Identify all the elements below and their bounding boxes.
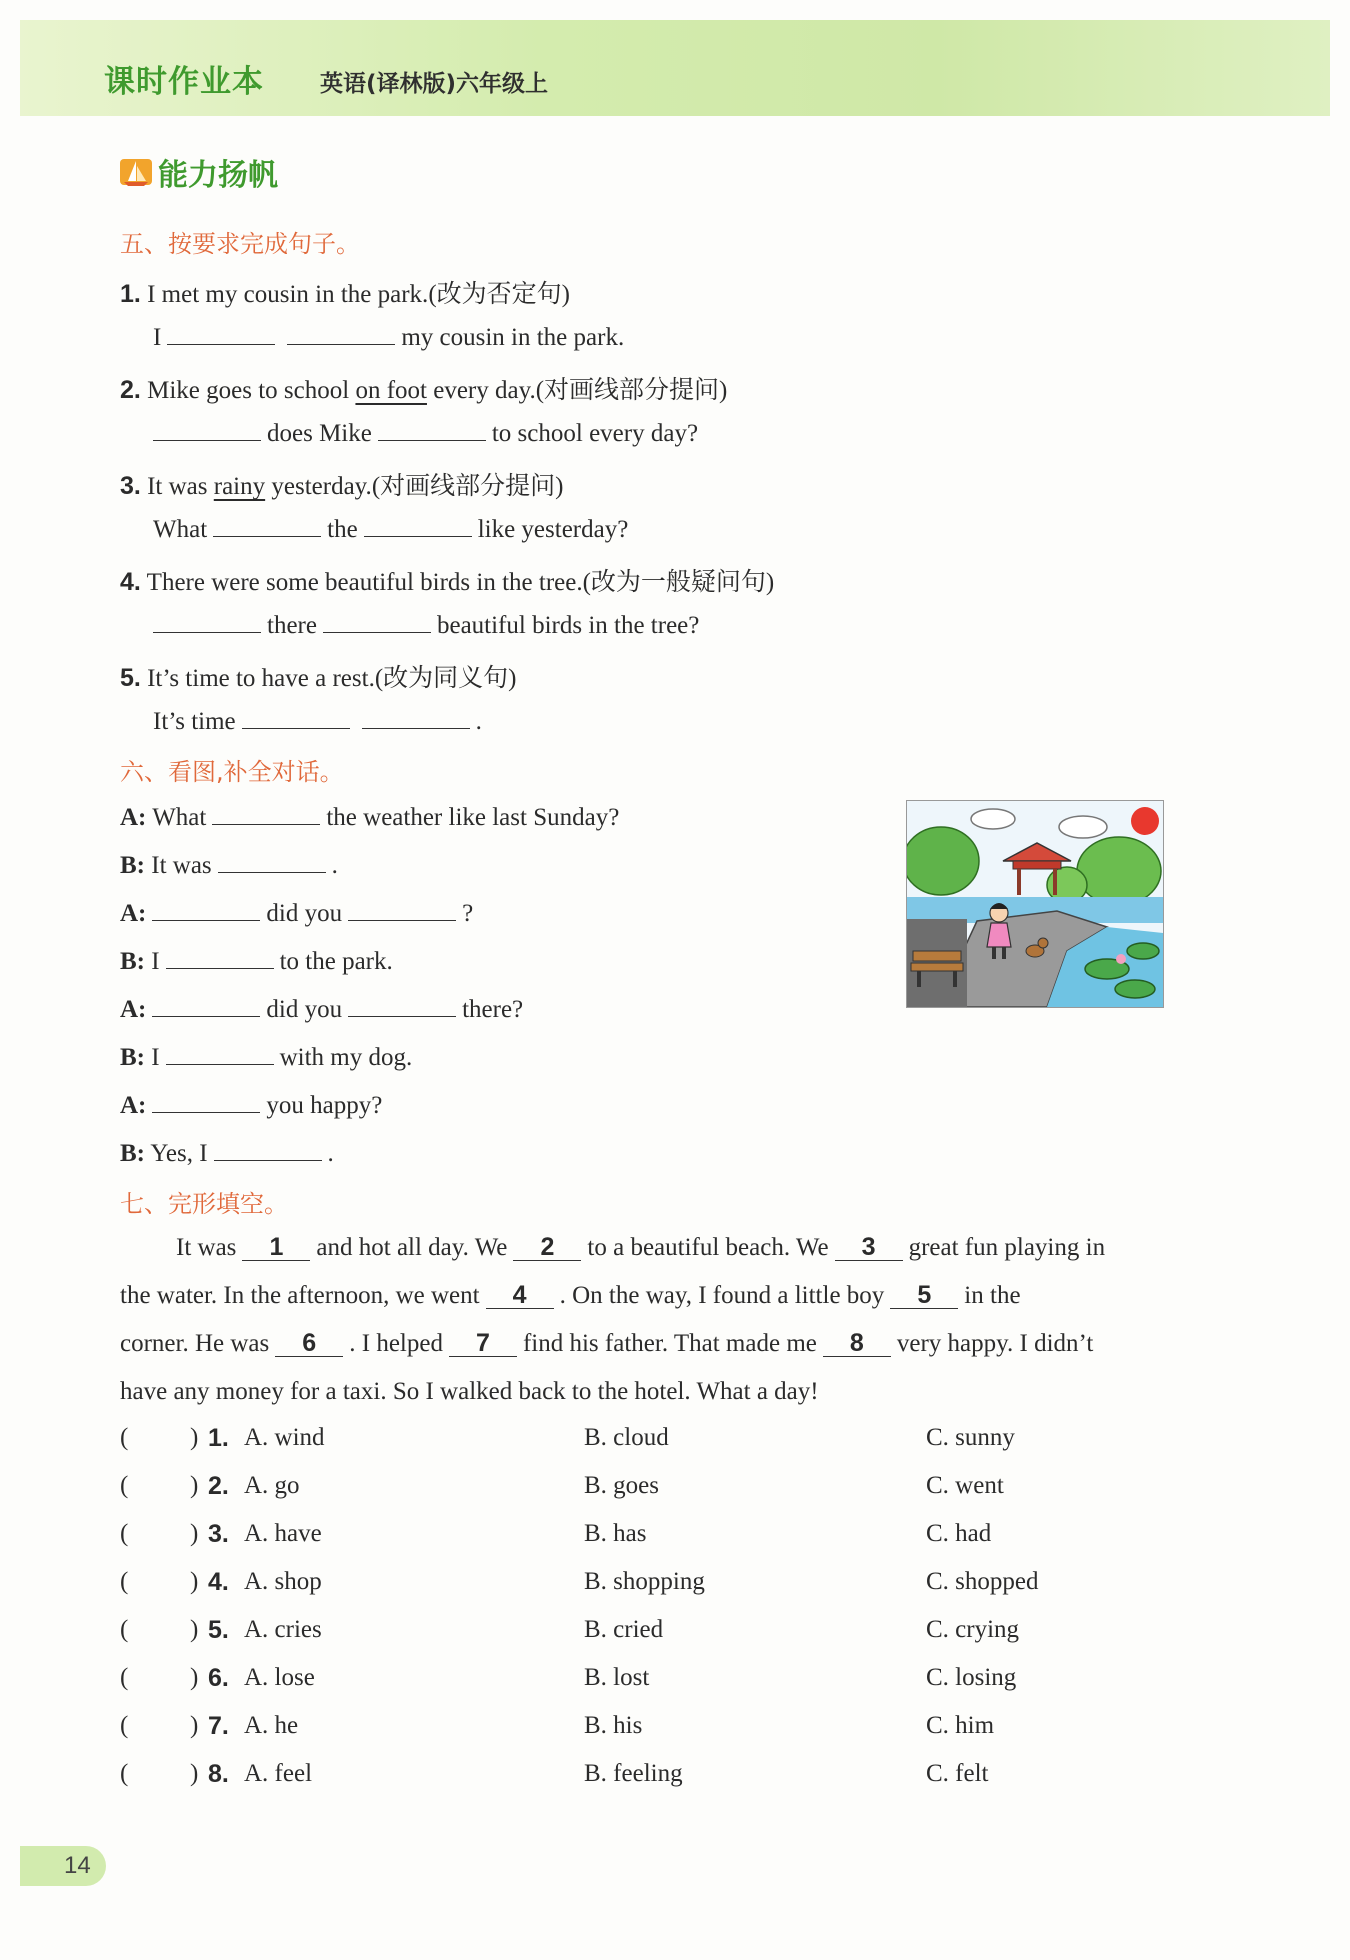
answer-blank[interactable]	[348, 994, 456, 1017]
book-brand: 课时作业本	[104, 64, 264, 100]
answer-paren-open[interactable]: (	[120, 1664, 129, 1691]
answer-blank[interactable]	[323, 610, 431, 633]
answer-paren-close[interactable]: )	[190, 1520, 199, 1547]
answer-paren-close[interactable]: )	[190, 1760, 199, 1787]
question-number: 4.	[208, 1568, 229, 1596]
dialog-line: B: Yes, I .	[120, 1140, 334, 1167]
part7-heading: 七、完形填空。	[120, 1190, 288, 1218]
answer-blank[interactable]	[167, 322, 275, 345]
answer-paren-open[interactable]: (	[120, 1472, 129, 1499]
answer-paren-open[interactable]: (	[120, 1760, 129, 1787]
option-a[interactable]: A. lose	[244, 1664, 315, 1691]
option-a[interactable]: A. have	[244, 1520, 322, 1547]
option-a[interactable]: A. go	[244, 1472, 300, 1499]
park-illustration	[906, 800, 1164, 1008]
option-b[interactable]: B. cloud	[584, 1424, 669, 1451]
answer-blank[interactable]	[153, 418, 261, 441]
book-subtitle: 英语(译林版)六年级上	[320, 71, 549, 97]
dialog-line: A: did you there?	[120, 996, 524, 1023]
part5-heading: 五、按要求完成句子。	[120, 230, 360, 258]
answer-paren-close[interactable]: )	[190, 1568, 199, 1595]
option-c[interactable]: C. crying	[926, 1616, 1020, 1643]
option-a[interactable]: A. cries	[244, 1616, 322, 1643]
answer-blank[interactable]	[348, 898, 456, 921]
answer-paren-open[interactable]: (	[120, 1616, 129, 1643]
option-a[interactable]: A. wind	[244, 1424, 325, 1451]
option-b[interactable]: B. shopping	[584, 1568, 705, 1595]
option-a[interactable]: A. he	[244, 1712, 299, 1739]
answer-paren-open[interactable]: (	[120, 1424, 129, 1451]
dialog-line: A: What the weather like last Sunday?	[120, 804, 620, 831]
answer-blank[interactable]	[214, 1138, 322, 1161]
cloze-line: have any money for a taxi. So I walked back to the hotel. What a day!	[120, 1378, 819, 1405]
cloze-blank[interactable]: 7	[449, 1330, 517, 1357]
answer-blank[interactable]	[152, 898, 260, 921]
answer-blank[interactable]	[153, 610, 261, 633]
answer-blank[interactable]	[362, 706, 470, 729]
q5-4-answer: there beautiful birds in the tree?	[147, 610, 699, 640]
section-title: 能力扬帆	[158, 158, 278, 193]
answer-paren-close[interactable]: )	[190, 1424, 199, 1451]
option-a[interactable]: A. feel	[244, 1760, 313, 1787]
question-number: 7.	[208, 1712, 229, 1740]
option-b[interactable]: B. goes	[584, 1472, 659, 1499]
answer-blank[interactable]	[378, 418, 486, 441]
cloze-line: It was 1 and hot all day. We 2 to a beautiful beach. We 3 great fun playing in	[176, 1233, 1106, 1261]
cloze-blank[interactable]: 4	[486, 1282, 554, 1309]
answer-blank[interactable]	[212, 802, 320, 825]
q5-1-question: 1. I met my cousin in the park.(改为否定句)	[120, 280, 570, 308]
answer-blank[interactable]	[364, 514, 472, 537]
dialog-line: A: did you ?	[120, 900, 474, 927]
answer-blank[interactable]	[218, 850, 326, 873]
answer-blank[interactable]	[242, 706, 350, 729]
q5-4-question: 4. There were some beautiful birds in the tree.(改为一般疑问句)	[120, 568, 775, 596]
answer-paren-open[interactable]: (	[120, 1520, 129, 1547]
option-c[interactable]: C. losing	[926, 1664, 1017, 1691]
q5-1-answer: I my cousin in the park.	[153, 324, 625, 351]
option-b[interactable]: B. his	[584, 1712, 643, 1739]
option-b[interactable]: B. has	[584, 1520, 647, 1547]
question-number: 8.	[208, 1760, 229, 1788]
sail-icon	[120, 157, 152, 187]
cloze-blank[interactable]: 2	[513, 1234, 581, 1261]
question-number: 6.	[208, 1664, 229, 1692]
cloze-blank[interactable]: 3	[835, 1234, 903, 1261]
option-b[interactable]: B. feeling	[584, 1760, 683, 1787]
option-c[interactable]: C. went	[926, 1472, 1004, 1499]
question-number: 5.	[208, 1616, 229, 1644]
answer-blank[interactable]	[166, 946, 274, 969]
q5-3-answer: What the like yesterday?	[153, 516, 629, 543]
answer-paren-close[interactable]: )	[190, 1712, 199, 1739]
q5-2-answer: does Mike to school every day?	[147, 418, 698, 448]
cloze-blank[interactable]: 6	[275, 1330, 343, 1357]
option-c[interactable]: C. him	[926, 1712, 995, 1739]
option-c[interactable]: C. had	[926, 1520, 992, 1547]
dialog-line: B: I to the park.	[120, 948, 393, 975]
option-b[interactable]: B. cried	[584, 1616, 664, 1643]
dialog-line: A: you happy?	[120, 1092, 383, 1119]
option-c[interactable]: C. shopped	[926, 1568, 1039, 1595]
cloze-blank[interactable]: 1	[242, 1234, 310, 1261]
question-number: 1.	[208, 1424, 229, 1452]
answer-blank[interactable]	[152, 1090, 260, 1113]
cloze-blank[interactable]: 5	[890, 1282, 958, 1309]
part6-heading: 六、看图,补全对话。	[120, 758, 344, 786]
dialog-line: B: It was .	[120, 852, 338, 879]
option-c[interactable]: C. felt	[926, 1760, 989, 1787]
answer-blank[interactable]	[213, 514, 321, 537]
dialog-line: B: I with my dog.	[120, 1044, 413, 1071]
q5-5-answer: It’s time .	[153, 708, 482, 735]
answer-blank[interactable]	[152, 994, 260, 1017]
q5-5-question: 5. It’s time to have a rest.(改为同义句)	[120, 664, 517, 692]
cloze-blank[interactable]: 8	[823, 1330, 891, 1357]
question-number: 2.	[208, 1472, 229, 1500]
q5-2-question: 2. Mike goes to school on foot every day.(对画线部分提问)	[120, 376, 728, 404]
answer-blank[interactable]	[166, 1042, 274, 1065]
answer-paren-close[interactable]: )	[190, 1472, 199, 1499]
cloze-line: the water. In the afternoon, we went 4 . On the way, I found a little boy 5 in the	[120, 1281, 1021, 1309]
cloze-line: corner. He was 6 . I helped 7 find his father. That made me 8 very happy. I didn’t	[120, 1329, 1094, 1357]
answer-blank[interactable]	[287, 322, 395, 345]
option-a[interactable]: A. shop	[244, 1568, 322, 1595]
page-number: 14	[20, 1846, 106, 1886]
option-b[interactable]: B. lost	[584, 1664, 650, 1691]
answer-paren-open[interactable]: (	[120, 1712, 129, 1739]
answer-paren-open[interactable]: (	[120, 1568, 129, 1595]
answer-paren-close[interactable]: )	[190, 1616, 199, 1643]
answer-paren-close[interactable]: )	[190, 1664, 199, 1691]
question-number: 3.	[208, 1520, 229, 1548]
option-c[interactable]: C. sunny	[926, 1424, 1015, 1451]
q5-3-question: 3. It was rainy yesterday.(对画线部分提问)	[120, 472, 564, 500]
